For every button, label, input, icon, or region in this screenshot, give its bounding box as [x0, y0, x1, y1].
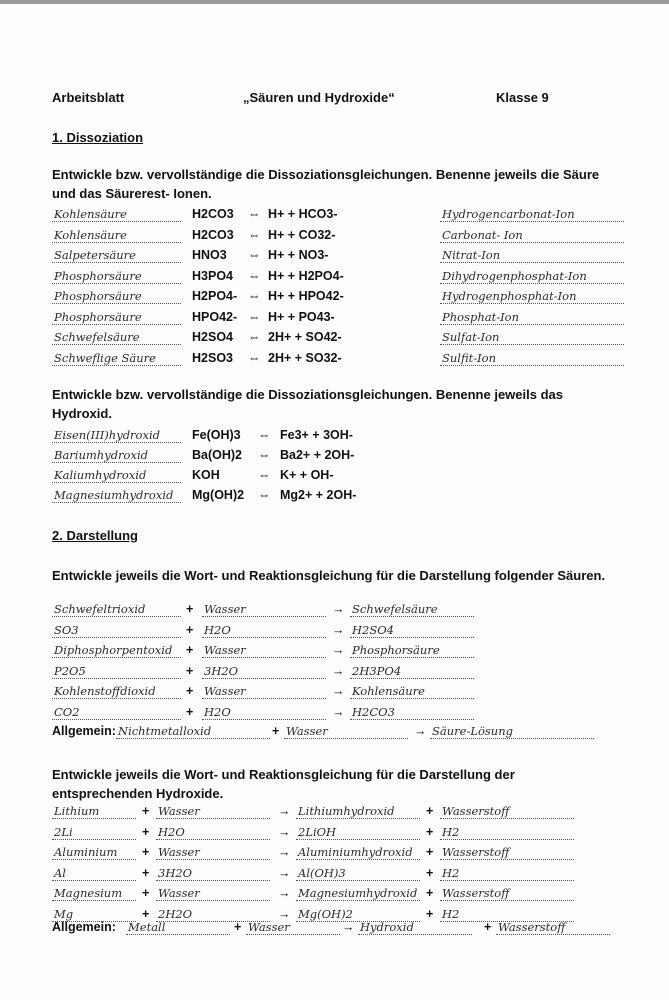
- preparation-row: [52, 804, 632, 824]
- acid-formula: H2SO3: [192, 350, 233, 365]
- reactant-water: 3H2O: [156, 866, 270, 881]
- plus-sign: +: [142, 824, 150, 839]
- dissociation-products: Ba2+ + 2OH-: [280, 448, 355, 462]
- preparation-row: [52, 845, 632, 865]
- reaction-arrow: →: [278, 824, 291, 839]
- preparation-row: [52, 825, 632, 845]
- reactant-water: H2O: [202, 705, 326, 720]
- dissociation-products: K+ + OH-: [280, 468, 334, 482]
- acid-residue-ion: Dihydrogenphosphat-Ion: [440, 269, 624, 284]
- plus-sign: +: [186, 622, 194, 637]
- hydroxide-general-row: [52, 920, 632, 940]
- equilibrium-arrow: ⇔: [248, 309, 261, 324]
- reactant-oxide: SO3: [52, 623, 181, 638]
- dissociation-products: H+ + NO3-: [268, 248, 329, 262]
- reaction-arrow: →: [332, 704, 345, 719]
- plus-sign: +: [426, 906, 434, 921]
- product-hydroxide: Al(OH)3: [296, 866, 420, 881]
- reactant-metal: Magnesium: [52, 886, 136, 901]
- equilibrium-arrow: ⇔: [258, 468, 271, 482]
- plus-sign: +: [186, 684, 194, 698]
- reactant-oxide: Kohlenstoffdioxid: [52, 684, 181, 699]
- product-hydrogen: H2: [440, 825, 574, 840]
- equilibrium-arrow: ⇔: [258, 428, 271, 442]
- reactant-metal: 2Li: [52, 825, 136, 840]
- acid-residue-ion: Carbonat- Ion: [440, 228, 624, 243]
- hydroxide-formula: Mg(OH)2: [192, 488, 245, 502]
- hydroxide-name: Bariumhydroxid: [52, 448, 181, 463]
- preparation-row: [52, 866, 632, 886]
- product-acid: 2H3PO4: [350, 664, 474, 679]
- reactant-oxide: Schwefeltrioxid: [52, 602, 181, 617]
- reactant-water: Wasser: [156, 804, 270, 819]
- reaction-arrow: →: [278, 906, 291, 921]
- reactant-oxide: CO2: [52, 705, 181, 720]
- product-hydrogen: Wasserstoff: [440, 886, 574, 901]
- reactant-metal: Mg: [52, 907, 136, 922]
- equilibrium-arrow: ⇔: [248, 268, 261, 283]
- reaction-arrow: →: [332, 663, 345, 678]
- product-acid: Kohlensäure: [350, 684, 474, 699]
- preparation-row: [52, 684, 632, 704]
- dissociation-products: H+ + CO32-: [268, 227, 336, 242]
- acid-formula: H3PO4: [192, 268, 233, 283]
- reaction-arrow: →: [332, 643, 345, 657]
- plus-sign: +: [426, 845, 434, 859]
- preparation-row: [52, 886, 632, 906]
- product-acid: Phosphorsäure: [350, 643, 474, 658]
- dissociation-products: H+ + HCO3-: [268, 207, 338, 221]
- acid-name: Phosphorsäure: [52, 289, 181, 304]
- instruction-acids-dissociation: Entwickle bzw. vervollständige die Dissoziationsgleichungen. Benenne jeweils die Säure und das Säurerest- Ionen.: [52, 167, 600, 201]
- plus-sign: +: [186, 602, 194, 616]
- reactant-water: Wasser: [202, 643, 326, 658]
- reaction-arrow: →: [278, 845, 291, 859]
- worksheet-title: „Säuren und Hydroxide“: [243, 90, 395, 105]
- hydroxide-row: [52, 448, 632, 468]
- class-label: Klasse 9: [496, 90, 549, 105]
- dissociation-products: 2H+ + SO32-: [268, 350, 342, 365]
- general-a: Nichtmetalloxid: [116, 724, 270, 739]
- product-hydroxide: 2LiOH: [296, 825, 420, 840]
- acid-formula: H2SO4: [192, 330, 233, 344]
- section-2-title: 2. Darstellung: [52, 528, 138, 543]
- plus-sign: +: [272, 724, 280, 738]
- plus-sign: +: [142, 886, 150, 900]
- product-acid: H2SO4: [350, 623, 474, 638]
- plus-sign: +: [142, 804, 150, 818]
- acid-row: [52, 228, 632, 248]
- acid-name: Phosphorsäure: [52, 269, 181, 284]
- general-c: Hydroxid: [358, 920, 472, 935]
- preparation-row: [52, 705, 632, 725]
- acid-general-row: [52, 724, 632, 744]
- hydroxide-row: [52, 488, 632, 508]
- reactant-metal: Al: [52, 866, 136, 881]
- general-d: Wasserstoff: [496, 920, 610, 935]
- hydroxide-name: Eisen(III)hydroxid: [52, 428, 181, 443]
- dissociation-products: H+ + HPO42-: [268, 289, 344, 303]
- plus-sign: +: [484, 920, 492, 934]
- acid-row: [52, 269, 632, 289]
- arrow-sign: →: [414, 724, 427, 738]
- plus-sign: +: [426, 824, 434, 839]
- equilibrium-arrow: ⇔: [258, 488, 271, 502]
- equilibrium-arrow: ⇔: [248, 330, 261, 344]
- hydroxide-formula: Ba(OH)2: [192, 448, 243, 462]
- acid-residue-ion: Nitrat-Ion: [440, 248, 624, 263]
- product-hydroxide: Mg(OH)2: [296, 907, 420, 922]
- product-hydroxide: Lithiumhydroxid: [296, 804, 420, 819]
- acid-residue-ion: Phosphat-Ion: [440, 310, 624, 325]
- section-1-title: 1. Dissoziation: [52, 130, 144, 145]
- hydroxide-formula: KOH: [192, 468, 220, 482]
- acid-row: [52, 330, 632, 350]
- product-hydrogen: H2: [440, 866, 574, 881]
- acid-name: Schweflige Säure: [52, 351, 181, 366]
- hydroxide-row: [52, 428, 632, 448]
- hydroxide-formula: Fe(OH)3: [192, 428, 241, 442]
- acid-residue-ion: Hydrogencarbonat-Ion: [440, 207, 624, 222]
- acid-row: [52, 289, 632, 309]
- hydroxide-name: Magnesiumhydroxid: [52, 488, 181, 503]
- plus-sign: +: [186, 663, 194, 678]
- plus-sign: +: [426, 886, 434, 900]
- product-acid: H2CO3: [350, 705, 474, 720]
- reaction-arrow: →: [278, 886, 291, 900]
- reactant-water: Wasser: [202, 602, 326, 617]
- reaction-arrow: →: [332, 684, 345, 698]
- acid-formula: H2CO3: [192, 207, 234, 221]
- reaction-arrow: →: [332, 602, 345, 616]
- reactant-oxide: P2O5: [52, 664, 181, 679]
- plus-sign: +: [142, 845, 150, 859]
- plus-sign: +: [186, 643, 194, 657]
- equilibrium-arrow: ⇔: [248, 207, 261, 221]
- acid-formula: HPO42-: [192, 309, 238, 324]
- reactant-metal: Aluminium: [52, 845, 136, 860]
- acid-row: [52, 207, 632, 227]
- preparation-row: [52, 623, 632, 643]
- acid-formula: H2PO4-: [192, 289, 238, 303]
- plus-sign: +: [426, 804, 434, 818]
- worksheet-label: Arbeitsblatt: [52, 90, 125, 105]
- equilibrium-arrow: ⇔: [248, 227, 261, 242]
- general-a: Metall: [126, 920, 230, 935]
- preparation-row: [52, 643, 632, 663]
- reactant-water: H2O: [202, 623, 326, 638]
- dissociation-products: H+ + H2PO4-: [268, 268, 344, 283]
- plus-sign: +: [426, 865, 434, 880]
- equilibrium-arrow: ⇔: [248, 289, 261, 303]
- plus-sign: +: [142, 906, 150, 921]
- reaction-arrow: →: [332, 622, 345, 637]
- product-hydroxide: Magnesiumhydroxid: [296, 886, 420, 901]
- acid-residue-ion: Sulfat-Ion: [440, 330, 624, 345]
- plus-sign: +: [234, 920, 242, 934]
- acid-formula: HNO3: [192, 248, 227, 262]
- reactant-water: 2H2O: [156, 907, 270, 922]
- equilibrium-arrow: ⇔: [248, 350, 261, 365]
- plus-sign: +: [142, 865, 150, 880]
- acid-formula: H2CO3: [192, 227, 234, 242]
- plus-sign: +: [186, 704, 194, 719]
- dissociation-products: 2H+ + SO42-: [268, 330, 342, 344]
- dissociation-products: Fe3+ + 3OH-: [280, 428, 353, 442]
- hydroxide-row: [52, 468, 632, 488]
- general-b: Wasser: [246, 920, 340, 935]
- scan-edge: [0, 0, 669, 4]
- product-acid: Schwefelsäure: [350, 602, 474, 617]
- equilibrium-arrow: ⇔: [248, 248, 261, 262]
- product-hydrogen: H2: [440, 907, 574, 922]
- preparation-row: [52, 664, 632, 684]
- reaction-arrow: →: [278, 865, 291, 880]
- acid-name: Kohlensäure: [52, 207, 181, 222]
- instruction-hydroxide-preparation: Entwickle jeweils die Wort- und Reaktionsgleichung für die Darstellung der entsprechenden Hydroxide.: [52, 767, 515, 801]
- dissociation-products: H+ + PO43-: [268, 309, 335, 324]
- reaction-arrow: →: [278, 804, 291, 818]
- acid-row: [52, 248, 632, 268]
- reactant-water: Wasser: [156, 886, 270, 901]
- arrow-sign: →: [342, 920, 355, 934]
- general-b: Wasser: [284, 724, 408, 739]
- hydroxide-name: Kaliumhydroxid: [52, 468, 181, 483]
- product-hydrogen: Wasserstoff: [440, 804, 574, 819]
- acid-row: [52, 351, 632, 371]
- equilibrium-arrow: ⇔: [258, 448, 271, 462]
- general-label: Allgemein:: [52, 724, 116, 738]
- general-c: Säure-Lösung: [430, 724, 594, 739]
- reactant-water: Wasser: [202, 684, 326, 699]
- reactant-oxide: Diphosphorpentoxid: [52, 643, 181, 658]
- product-hydroxide: Aluminiumhydroxid: [296, 845, 420, 860]
- acid-name: Phosphorsäure: [52, 310, 181, 325]
- dissociation-products: Mg2+ + 2OH-: [280, 488, 357, 502]
- acid-row: [52, 310, 632, 330]
- acid-name: Schwefelsäure: [52, 330, 181, 345]
- acid-residue-ion: Sulfit-Ion: [440, 351, 624, 366]
- acid-name: Kohlensäure: [52, 228, 181, 243]
- general-label: Allgemein:: [52, 920, 116, 934]
- reactant-metal: Lithium: [52, 804, 136, 819]
- instruction-hydroxides-dissociation: Entwickle bzw. vervollständige die Dissoziationsgleichungen. Benenne jeweils das Hydroxid.: [52, 387, 563, 421]
- preparation-row: [52, 602, 632, 622]
- acid-name: Salpetersäure: [52, 248, 181, 263]
- reactant-water: H2O: [156, 825, 270, 840]
- reactant-water: Wasser: [156, 845, 270, 860]
- reactant-water: 3H2O: [202, 664, 326, 679]
- instruction-acid-preparation: Entwickle jeweils die Wort- und Reaktionsgleichung für die Darstellung folgender Säuren.: [52, 568, 606, 583]
- product-hydrogen: Wasserstoff: [440, 845, 574, 860]
- acid-residue-ion: Hydrogenphosphat-Ion: [440, 289, 624, 304]
